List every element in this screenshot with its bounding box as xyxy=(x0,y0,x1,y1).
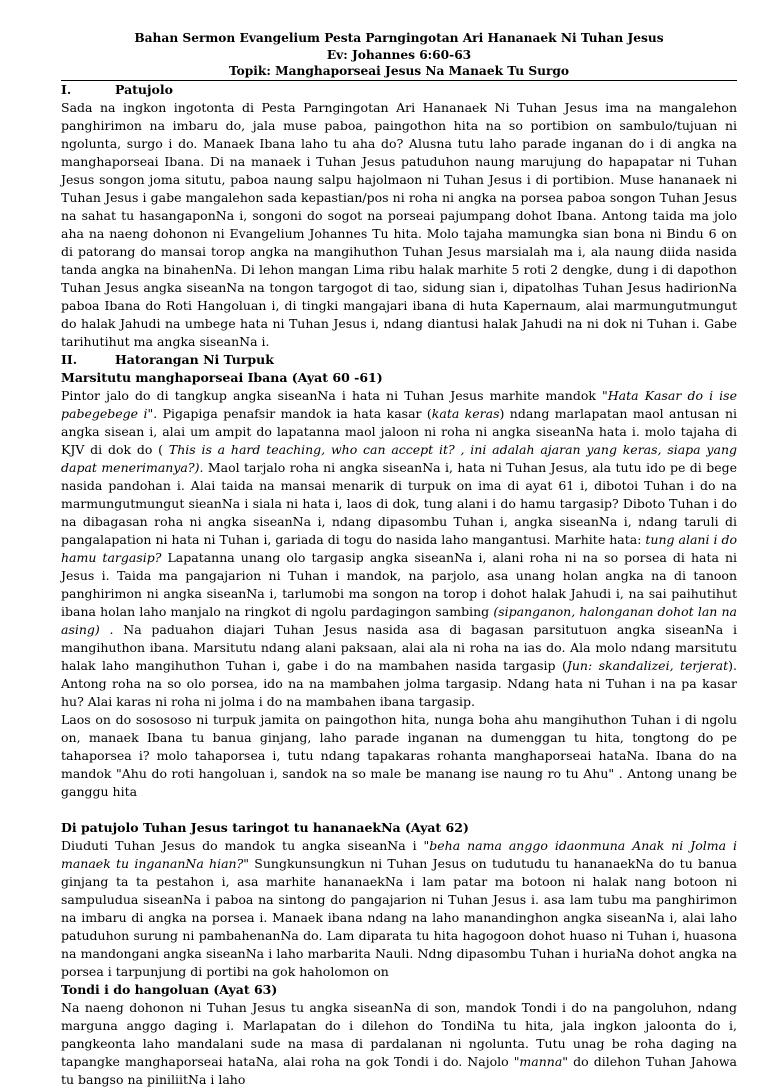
paragraph-application xyxy=(61,711,737,801)
blank-line xyxy=(61,801,737,819)
header-scripture: Ev: Johannes 6:60-63 xyxy=(326,47,472,62)
subheading-ayat-60-61: Marsitutu manghaporseai Ibana (Ayat 60 -61) xyxy=(61,369,383,385)
text-run: Sungkunsungkun ni Tuhan Jesus on tudutudu tu hananaekNa do tu banua ginjang ta ta pestahon i, asa marhite hananaekNa i lam patar ma botoon ni halak nang botoon ni sampuludua siseanNa i paboa na sintong do pangajarion ni Tuhan Jesus i. asa lam tubu ma panghirimon na imbaru di angka na porsea i. Manaek ibana ndang na laho manandinghon angka siseanNa i, alai laho patuduhon surung ni pambahenanNa do. Lam diparata tu hita hagogoon dohot huaso ni Tuhan i, huasona na mandongani angka siseanNa i laho marbarita Nauli. Ndng dipasombu Tuhan i huriaNa dohot angka na porsea i tarpunjung di portibi na gok haholomon on xyxy=(61,855,737,979)
italic-term: Jun: skandalizei, terjerat xyxy=(566,657,729,673)
text-run: ) ndang marlapatan maol antusan ni angka sisean i, alai um ampit do lapatanna maol jaloon ni roha ni angka siseanNa hata i. molo tajaha di KJV di dok do ( xyxy=(61,405,737,457)
section-title: Hatorangan Ni Turpuk xyxy=(115,351,274,367)
header-topic: Topik: Manghaporseai Jesus Na Manaek Tu Surgo xyxy=(228,64,570,78)
italic-term: kata keras xyxy=(431,405,500,421)
section-heading-1 xyxy=(61,81,737,99)
paragraph-ayat-60-61 xyxy=(61,387,737,711)
header-title: Bahan Sermon Evangelium Pesta Parngingotan Ari Hananaek Ni Tuhan Jesus xyxy=(134,31,664,45)
italic-quote: "beha nama anggo idaonmuna Anak ni Jolma i manaek tu ingananNa hian?" xyxy=(61,837,737,871)
text-run: Diuduti Tuhan Jesus do mandok tu angka siseanNa i xyxy=(61,837,424,853)
section-title: Patujolo xyxy=(115,81,173,97)
text-run: Pigapiga penafsir mandok ia hata kasar ( xyxy=(157,405,432,421)
italic-term: (sipanganon, halonganan dohot lan na asing) xyxy=(61,603,737,637)
section-heading-2 xyxy=(61,351,737,369)
paragraph-ayat-63 xyxy=(61,999,737,1089)
italic-quote: This is a hard teaching, who can accept it? , ini adalah ajaran yang keras, siapa yang dapat menerimanya?). xyxy=(61,441,738,475)
text-run: Maol tarjalo roha ni angka siseanNa i, hata ni Tuhan Jesus, ala tutu ido pe di bege nasida pandohan i. Alai taida na mansai menarik di turpuk on ima di ayat 61 i, dibotoi Tuhan i do na marmungutmungut sieanNa i siala ni hata i, laos di dok, tung alani i do hamu targasip? Diboto Tuhan i do na dibagasan roha ni angka siseanNa i, ndang dipasombu Tuhan i, angka siseanNa i, ndang taruli di pangalapation ni hata ni Tuhan i, gariada di togu do nasida laho mangantusi. Marhite hata: xyxy=(61,459,737,547)
paragraph-text: Sada na ingkon ingotonta di Pesta Parngingotan Ari Hananaek Ni Tuhan Jesus ima na mangalehon panghirimon na imbaru do, jala muse paboa, paingothon hita na so portibion on sambulo/tujuan ni ngolunta, surgo i do. Manaek Ibana laho tu aha do? Alusna tutu laho parade inganan do i di angka na manghaporseai Ibana. Di na manaek i Tuhan Jesus patuduhon naung marujung do hapapatar ni Tuhan Jesus songon joma situtu, paboa naung salpu hajolmaon ni Tuhan Jesus i di portibion. Muse hananaek ni Tuhan Jesus i gabe mangalehon sada kepastian/pos ni roha ni angka na porsea paboa songon Tuhan Jesus na sahat tu hasangaponNa i, songoni do sogot na porseai pajumpang dohot Ibana. Antong taida ma jolo aha na naeng dohonon ni Evangelium Johannes Tu hita. Molo tajaha mamungka sian bona ni Bindu 6 on di patorang do mansai torop angka na mangihuthon Tuhan Jesus marsialah ma i, ala naung diida nasida tanda angka na binahenNa. Di lehon mangan Lima ribu halak marhite 5 roti 2 dengke, dung i di dapothon Tuhan Jesus angka siseanNa na tongon targogot di tao, sidung sian i, dipatolhas Tuhan Jesus hadirionNa paboa Ibana do Roti Hangoluan i, di tingki mangajari ibana di huta Kapernaum, alai marmungutmungut do halak Jahudi na umbege hata ni Tuhan Jesus i, ndang diantusi halak Jahudi na ni dok ni Tuhan i. Gabe tarihutihut ma angka siseanNa i. xyxy=(61,99,737,349)
paragraph-intro xyxy=(61,99,737,351)
paragraph-ayat-62 xyxy=(61,837,737,981)
text-run: . Na paduahon diajari Tuhan Jesus nasida asa di bagasan parsitutuon angka siseanNa i mangihuthon ibana. Marsitutu ndang alani paksaan, alai ala ni roha na ias do. Ala molo ndang marsitutu halak laho mangihuthon Tuhan i, gabe i do na mambahen nasida targasip ( xyxy=(61,621,737,673)
paragraph-text: Laos on do sosososo ni turpuk jamita on paingothon hita, nunga boha ahu mangihuthon Tuhan i di ngolu on, manaek Ibana tu banua ginjang, laho parade inganan na dumenggan tu hita, tongtong do pe tahaporsea i? molo tahaporsea i, tutu ndang tapakaras rohanta manghaporseai hataNa. Ibana do na mandok "Ahu do roti hangoluan i, sandok na so male be manang ise naung ro tu Ahu" . Antong unang be ganggu hita xyxy=(61,711,737,799)
subheading-ayat-63: Tondi i do hangoluan (Ayat 63) xyxy=(61,981,278,997)
text-run: Lapatanna unang olo targasip angka siseanNa i, alani roha ni na so porsea di hata ni Jesus i. Taida ma pangajarion ni Tuhan i mandok, na parjolo, asa unang holan angka na di tanoon panghirimon ni angka siseanNa i, tarlumobi ma songon na torop i dohot halak Jahudi i, na sai paihutihut ibana holan laho manjalo na ringkot di ngolu pardagingon sambing xyxy=(61,549,737,619)
text-run: Pintor jalo do di tangkup angka siseanNa i hata ni Tuhan Jesus marhite mandok xyxy=(61,387,603,403)
italic-quote: "Hata Kasar do i ise pabegebege i". xyxy=(61,387,737,421)
section-number: I. xyxy=(61,81,72,97)
italic-quote: tung alani i do hamu targasip? xyxy=(61,531,737,565)
text-run: ). Antong roha na so olo porsea, ido na na mambahen jolma targasip. Ndang hata ni Tuhan i na pa kasar hu? Alai karas ni roha ni jolma i do na mambahen ibana targasip. xyxy=(61,657,737,709)
text-run: do dilehon Tuhan Jahowa tu bangso na piniliitNa i laho xyxy=(61,1053,737,1087)
section-number: II. xyxy=(61,351,78,367)
text-run: Na naeng dohonon ni Tuhan Jesus tu angka siseanNa di son, mandok Tondi i do na pangoluhon, ndang marguna anggo daging i. Marlapatan do i dilehon do TondiNa tu hita, jala ingkon jaloonta do i, pangkeonta laho mandalani sude na masa di pardalanan ni ngolunta. Tutu unag be roha daging na tapangke manghaporseai hataNa, alai roha na gok Tondi i do. Najolo xyxy=(61,999,737,1069)
subheading-ayat-62: Di patujolo Tuhan Jesus taringot tu hananaekNa (Ayat 62) xyxy=(61,819,469,835)
document-header xyxy=(61,30,737,80)
italic-quote: "manna" xyxy=(513,1053,569,1069)
